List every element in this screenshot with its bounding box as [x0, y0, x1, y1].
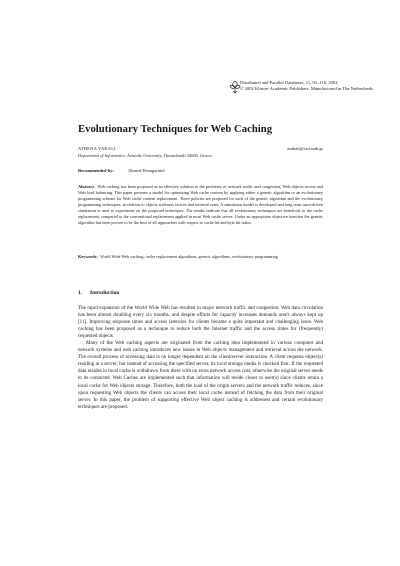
- paragraph: Many of the Web caching aspects are originated from the caching idea implemented in various computer and network systems and web caching introduces new issues in Web objects management and retrieval across the network. The overall process of accessing data is no longer dependent on the client/server interaction. A client requests object(s) residing at a server, but instead of accessing the specified server, its local storage media is checked first. If the requested data resides in local cache is withdrawn from there with no extra network access cost, otherwise the original server needs to be contacted. Web Caches are implemented such that information will reside closer to user(s) since clients retain a local cache for Web objects storage. Therefore, both the load of the origin servers and the network traffic reduces, since upon requesting Web objects the clients can access their local cache instead of fetching the data from their original server. In this paper, the problem of supporting effective Web object caching is addressed and certain evolutionary techniques are proposed.: [78, 340, 323, 410]
- recommended-by: [78, 168, 165, 173]
- keywords-text: World Wide Web caching, cache replacement algorithms, genetic algorithms, evolutionary programming: [99, 254, 278, 259]
- abstract-text: Web caching has been proposed as an effective solution to the problems of network traffic and congestion, Web objects access and Web load balancing. This paper presents a model for optimizing Web cache content by applying either a genetic algorithm or an evolutionary programming scheme for Web cache content replacement. Three policies are proposed for each of the genetic algorithm and the evolutionary programming techniques, in relation to objects staleness factors and retrieval rates. A simulation model is developed and long term trace-driven simulation is used to experiment on the proposed techniques. The results indicate that all evolutionary techniques are beneficial to the cache replacement, compared to the conventional replacement applied in most Web cache server. Under an appropriate objective function the genetic algorithm has been proven to be the best of all approaches with respect to cache hit and byte hit ratios.: [78, 184, 324, 226]
- journal-masthead: [240, 80, 375, 93]
- body-text: [78, 305, 323, 411]
- author-email: avakali@csd.auth.gr: [287, 146, 323, 151]
- abstract: [78, 184, 323, 226]
- section-title: Introduction: [90, 290, 120, 296]
- section-heading: [78, 290, 119, 296]
- author-affiliation: Department of Informatics, Aristotle University, Thessaloniki 54006, Greece: [78, 153, 213, 158]
- recommender-name: Ahmed Elmagarmid: [128, 168, 165, 173]
- journal-citation: Distributed and Parallel Databases, 11, 93–116, 2002: [240, 80, 338, 85]
- author-name: ATHENA VAKALI: [78, 146, 116, 151]
- copyright-line: © 2002 Kluwer Academic Publishers. Manufactured in The Netherlands.: [240, 86, 375, 92]
- section-number: 1.: [78, 290, 83, 296]
- recommended-label: Recommended by:: [78, 168, 114, 173]
- paragraph: The rapid expansion of the World Wide Web has resulted in major network traffic and congestion. Web data circulation has been almost doubling every six months, and despite efforts for capacity increases demands aren't always kept up [11]. Improving response times and access latencies for clients became a quite important and challenging issue. Web caching has been proposed as a technique to reduce both the Internet traffic and the access times for (frequently) requested objects.: [78, 305, 323, 340]
- author-row: [78, 146, 323, 153]
- paper-title: Evolutionary Techniques for Web Caching: [78, 124, 273, 135]
- keywords-label: Keywords:: [78, 254, 98, 259]
- abstract-label: Abstract.: [78, 184, 95, 189]
- keywords: [78, 254, 323, 260]
